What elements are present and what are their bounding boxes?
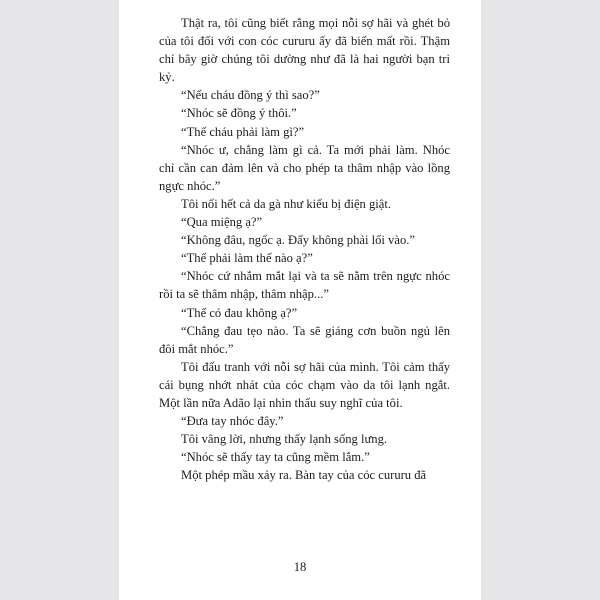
paragraph: Tôi nổi hết cả da gà như kiểu bị điện giật. bbox=[181, 196, 392, 211]
page-number: 18 bbox=[293, 560, 307, 574]
paragraph: “Nhóc ư, chẳng làm gì cả. Ta mới phải làm. Nhóc chỉ cần can đảm lên và cho phép ta thâm nhập vào lồng ngực nhóc.” bbox=[159, 142, 450, 193]
paragraph: “Thế phải làm thế nào ạ?” bbox=[181, 251, 313, 266]
paragraph: “Nhóc sẽ đồng ý thôi.” bbox=[181, 106, 297, 121]
paragraph: “Thế có đau không ạ?” bbox=[181, 305, 298, 320]
paragraph: “Không đâu, ngốc ạ. Đấy không phải lối vào.” bbox=[181, 233, 415, 248]
paragraph: Một phép mầu xảy ra. Bàn tay của cóc cururu đã bbox=[181, 468, 427, 483]
paragraph: “Nhóc sẽ thấy tay ta cũng mềm lắm.” bbox=[181, 450, 370, 465]
paragraph: “Qua miệng ạ?” bbox=[181, 215, 263, 230]
paragraph: “Thế cháu phải làm gì?” bbox=[181, 124, 305, 139]
paragraph: Tôi vâng lời, nhưng thấy lạnh sống lưng. bbox=[181, 432, 388, 447]
paragraph: “Chẳng đau tẹo nào. Ta sẽ giáng cơn buồn ngủ lên đôi mắt nhóc.” bbox=[159, 323, 450, 356]
book-page bbox=[119, 0, 481, 600]
paragraph: “Nhóc cứ nhắm mắt lại và ta sẽ nằm trên ngực nhóc rồi ta sẽ thâm nhập, thâm nhập...” bbox=[159, 269, 450, 302]
paragraph: Tôi đấu tranh với nỗi sợ hãi của mình. Tôi cảm thấy cái bụng nhớt nhát của cóc chạm vào da tôi lạnh ngắt. Một lần nữa Adão lại nhìn thấu suy nghĩ của tôi. bbox=[159, 359, 450, 410]
paragraph: “Nếu cháu đồng ý thì sao?” bbox=[181, 88, 320, 103]
paragraph: Thật ra, tôi cũng biết rằng mọi nỗi sợ hãi và ghét bỏ của tôi đối với con cóc cururu ấy đã biến mất rồi. Thậm chí bây giờ chúng tôi dường như đã là hai người bạn tri kỷ. bbox=[159, 16, 450, 85]
page-body-text bbox=[159, 14, 450, 484]
paragraph: “Đưa tay nhóc đây.” bbox=[181, 414, 284, 429]
